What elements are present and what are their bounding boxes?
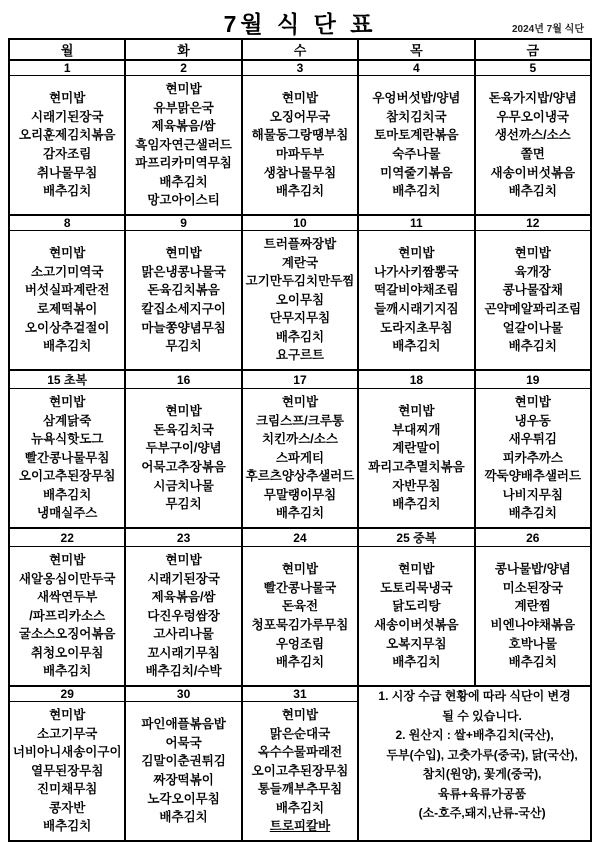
menu-cell (9, 231, 125, 371)
note-line: 두부(수입), 고춧가루(중국), 닭(국산), (386, 747, 578, 762)
meal-table-body (9, 60, 591, 841)
menu-item: 무말랭이무침 (263, 487, 337, 502)
menu-item: 오복지무침 (386, 636, 447, 651)
menu-item: 얼갈이나물 (502, 320, 563, 335)
date-cell: 1 (9, 60, 125, 76)
menu-item: 현미밥 (165, 404, 202, 419)
menu-item: 후르츠양상추샐러드 (245, 469, 355, 484)
page-subtitle: 2024년 7월 식단 (511, 24, 584, 35)
menu-item: 청포묵김가루무침 (251, 618, 349, 632)
menu-item: 현미밥 (281, 394, 319, 409)
menu-item: 육개장 (514, 264, 551, 279)
menu-item: 다진우렁쌈장 (147, 608, 220, 623)
date-row (9, 686, 591, 702)
date-cell: 16 (125, 370, 241, 389)
menu-cell (9, 389, 125, 529)
date-cell: 29 (9, 686, 125, 702)
menu-item: 배추김치 (508, 506, 557, 521)
menu-item: 배추김치 (43, 184, 92, 199)
menu-item: 현미밥 (514, 394, 551, 409)
menu-item: 나가사키짬뽕국 (374, 264, 459, 279)
menu-cell (9, 547, 125, 687)
menu-item: 치킨까스/소스 (262, 432, 338, 447)
menu-item: 우무오이냉국 (496, 109, 569, 124)
menu-item: 제육볶음/쌈 (151, 119, 216, 134)
date-cell: 8 (9, 215, 125, 231)
menu-item: 삼계닭죽 (43, 413, 92, 428)
menu-item: 배추김치 (43, 487, 92, 502)
date-cell: 18 (358, 370, 474, 389)
date-cell: 31 (242, 686, 358, 702)
date-cell: 24 (242, 528, 358, 547)
menu-item: 파프리카미역무침 (135, 156, 232, 171)
menu-cell (9, 76, 125, 216)
menu-item: 너비아니새송이구이 (12, 745, 122, 760)
menu-item: 현미밥 (398, 562, 435, 577)
menu-item: 무김치 (165, 339, 202, 354)
menu-item: 배추김치 (275, 184, 325, 199)
menu-item: 배추김치 (159, 174, 208, 189)
menu-item: 두부구이/양념 (145, 441, 222, 456)
menu-item: 배추김치 (392, 655, 441, 670)
menu-item: 짜장떡볶이 (153, 773, 214, 787)
menu-item: 계란말이 (392, 441, 441, 456)
date-cell: 10 (242, 215, 358, 231)
menu-item: 도라지초무침 (380, 320, 453, 335)
menu-item: 곤약메알꽈리조림 (484, 302, 582, 316)
menu-item: 오이고추된장무침 (251, 763, 349, 778)
menu-item: 고사리나물 (153, 627, 214, 642)
menu-item: 굴소스오징어볶음 (18, 627, 116, 642)
menu-item: 오이고추된장무침 (18, 469, 116, 484)
menu-cell (242, 76, 358, 216)
menu-cell (242, 702, 358, 842)
menu-item: 무김치 (165, 497, 202, 512)
menu-item: 감자조림 (43, 147, 92, 161)
menu-cell (358, 547, 474, 687)
menu-item: 현미밥 (281, 91, 319, 106)
day-header-mon: 월 (9, 39, 125, 60)
menu-item: 칼집소세지구이 (141, 302, 226, 316)
menu-item: 자반무침 (392, 478, 441, 493)
menu-item: 옥수수물파래전 (257, 745, 343, 760)
menu-item: 생선까스/소스 (494, 128, 571, 143)
date-cell: 15 초복 (9, 370, 125, 389)
menu-item: 취나물무침 (37, 165, 98, 180)
menu-item: 파인애플볶음밥 (141, 717, 226, 732)
menu-cell (125, 389, 241, 529)
menu-item: 배추김치 (392, 339, 441, 354)
menu-item: 깍둑양배추샐러드 (484, 469, 582, 484)
menu-item: 요구르트 (275, 348, 325, 363)
menu-item: 돈육가지밥/양념 (488, 91, 577, 106)
menu-item: 어묵고추장볶음 (141, 460, 226, 474)
menu-item: 소고기무국 (37, 726, 98, 741)
menu-item: 배추김치 (275, 329, 325, 344)
menu-item: 현미밥 (49, 552, 86, 567)
menu-item: 진미채무침 (37, 782, 98, 797)
menu-item: 떡갈비야채조림 (374, 283, 459, 298)
menu-item: 유부맑은국 (153, 100, 214, 115)
menu-item: 닭도리탕 (392, 599, 441, 614)
menu-item: 새싹연두부 (37, 590, 98, 605)
menu-item: 도토리묵냉국 (380, 580, 453, 595)
menu-item: 현미밥 (165, 81, 202, 96)
date-cell: 11 (358, 215, 474, 231)
menu-item: 우엉버섯밥/양념 (372, 91, 461, 106)
menu-item: 배추김치 (508, 339, 557, 354)
date-row (9, 528, 591, 547)
date-row (9, 215, 591, 231)
date-cell: 19 (475, 370, 591, 389)
menu-cell (475, 76, 591, 216)
menu-item: 시래기된장국 (147, 571, 220, 586)
menu-item: 비엔나야채볶음 (490, 618, 576, 632)
day-header-tue: 화 (125, 39, 241, 60)
menu-item: 해물동그랑땡부침 (251, 128, 349, 143)
menu-item: 크림스프/크루통 (255, 413, 344, 428)
date-cell: 17 (242, 370, 358, 389)
menu-item: 냉매실주스 (37, 506, 98, 521)
menu-item: 미소된장국 (502, 580, 563, 595)
menu-item: 콩나물밥/양념 (494, 562, 571, 577)
menu-item: 현미밥 (281, 707, 319, 722)
menu-cell (475, 231, 591, 371)
menu-item: 배추김치 (43, 339, 92, 354)
menu-item: 현미밥 (398, 404, 435, 419)
menu-item: 배추김치 (392, 184, 441, 199)
menu-item: 현미밥 (165, 246, 202, 261)
menu-item: 현미밥 (49, 246, 86, 261)
menu-item: 생참나물무침 (263, 165, 337, 180)
note-line: 참치(원양), 꽃게(중국), (422, 767, 542, 781)
menu-row (9, 389, 591, 529)
date-cell: 2 (125, 60, 241, 76)
menu-item: 뉴욕식핫도그 (30, 432, 104, 447)
menu-item: 새송이버섯볶음 (490, 165, 576, 180)
menu-item: 새우튀김 (508, 432, 557, 447)
menu-item: 김말이춘권튀김 (141, 754, 226, 769)
menu-item: 트러플짜장밥 (263, 236, 337, 251)
menu-item: 노각오이무침 (147, 791, 220, 806)
date-cell: 12 (475, 215, 591, 231)
menu-item: 배추김치 (43, 664, 92, 679)
menu-item: 새송이버섯볶음 (374, 618, 459, 632)
menu-row (9, 231, 591, 371)
menu-item: 현미밥 (49, 91, 86, 106)
menu-cell (475, 547, 591, 687)
menu-item: 돈육김치국 (153, 422, 214, 437)
menu-item: 숙주나물 (392, 147, 441, 161)
menu-cell (358, 76, 474, 216)
menu-item: 나비지무침 (502, 487, 563, 502)
day-header-thu: 목 (358, 39, 474, 60)
date-cell: 25 중복 (358, 528, 474, 547)
date-cell: 26 (475, 528, 591, 547)
date-cell: 23 (125, 528, 241, 547)
menu-item: 맑은순대국 (269, 726, 331, 741)
day-header-fri: 금 (475, 39, 591, 60)
menu-item: 오이무침 (275, 292, 325, 307)
menu-item: 고기만두김치만두찜 (245, 274, 355, 289)
menu-item: 계란국 (281, 255, 319, 270)
menu-item: 콩나물잡채 (502, 283, 563, 298)
menu-item: 취청오이무침 (30, 645, 104, 660)
menu-item: 토마토계란볶음 (374, 128, 459, 143)
note-line: 될 수 있습니다. (442, 708, 522, 723)
menu-item: 마파두부 (275, 147, 325, 161)
menu-item: 현미밥 (514, 246, 551, 261)
menu-item: 맑은냉콩나물국 (141, 264, 226, 279)
menu-row (9, 76, 591, 216)
menu-item: 통들깨부추무침 (257, 782, 343, 797)
date-row (9, 370, 591, 389)
menu-item: 트로피칼바 (269, 819, 331, 834)
meal-table (8, 38, 592, 842)
date-cell: 4 (358, 60, 474, 76)
menu-item: 시래기된장국 (30, 109, 104, 124)
menu-cell (125, 547, 241, 687)
menu-cell (125, 231, 241, 371)
note-line: 1. 시장 수급 현황에 따라 식단이 변경 (378, 689, 571, 703)
menu-item: 새알옹심이만두국 (18, 571, 116, 586)
menu-cell (358, 231, 474, 371)
menu-item: 배추김치/수박 (145, 664, 222, 679)
date-cell: 30 (125, 686, 241, 702)
menu-cell (242, 389, 358, 529)
menu-item: 시금치나물 (153, 478, 214, 493)
menu-item: 배추김치 (508, 184, 557, 199)
menu-cell (9, 702, 125, 842)
menu-item: 배추김치 (508, 655, 557, 670)
menu-row (9, 547, 591, 687)
date-cell: 9 (125, 215, 241, 231)
menu-item: 단무지무침 (269, 311, 331, 326)
menu-item: 흑임자연근샐러드 (135, 137, 232, 152)
menu-item: 배추김치 (43, 819, 92, 834)
day-header-wed: 수 (242, 39, 358, 60)
menu-item: 콩자반 (49, 800, 86, 815)
menu-item: 버섯실파계란전 (24, 283, 110, 298)
menu-item: 현미밥 (398, 246, 435, 261)
menu-item: 현미밥 (49, 394, 86, 409)
note-line: 육류+육류가공품 (438, 786, 527, 801)
menu-item: 현미밥 (49, 707, 86, 722)
menu-item: 배추김치 (275, 800, 325, 815)
menu-item: 제육볶음/쌈 (151, 590, 216, 605)
menu-cell (242, 547, 358, 687)
menu-item: 미역줄기볶음 (380, 165, 453, 180)
menu-item: 배추김치 (275, 506, 325, 521)
menu-item: 스파게티 (275, 450, 325, 465)
menu-item: 호박나물 (508, 636, 557, 651)
menu-item: 부대찌개 (392, 422, 441, 437)
menu-item: 피카추까스 (502, 450, 563, 465)
menu-item: 망고아이스티 (147, 193, 220, 208)
menu-item: 현미밥 (165, 552, 202, 567)
day-header-row (9, 39, 591, 60)
menu-item: 빨간콩나물무침 (24, 450, 110, 465)
menu-cell (475, 389, 591, 529)
menu-item: 로제떡볶이 (37, 302, 98, 316)
date-row (9, 60, 591, 76)
date-cell: 3 (242, 60, 358, 76)
menu-item: 마늘쫑양념무침 (141, 320, 226, 335)
menu-item: 빨간콩나물국 (263, 580, 337, 595)
meal-table-header (9, 39, 591, 60)
menu-item: 열무된장무침 (30, 763, 104, 778)
date-cell: 5 (475, 60, 591, 76)
menu-item: 돈육전 (281, 599, 319, 614)
note-line: 2. 원산지 : 쌀+배추김치(국산), (395, 728, 554, 742)
menu-item: 우엉조림 (275, 636, 325, 651)
menu-cell (358, 389, 474, 529)
menu-item: 꽈리고추멸치볶음 (368, 460, 465, 474)
menu-item: 냉우동 (514, 413, 551, 428)
menu-item: 배추김치 (392, 497, 441, 512)
menu-item: 배추김치 (275, 655, 325, 670)
menu-item: 어묵국 (165, 735, 202, 750)
menu-item: 오징어무국 (269, 109, 331, 124)
menu-cell (125, 76, 241, 216)
menu-item: /파프리카소스 (29, 608, 106, 623)
menu-item: 현미밥 (281, 562, 319, 577)
page-title: 7월 식 단 표 (223, 11, 377, 37)
note-line: (소-호주,돼지,난류-국산) (418, 806, 546, 820)
menu-item: 참치김치국 (386, 109, 447, 124)
notes-cell (358, 686, 591, 841)
menu-item: 오리훈제김치볶음 (18, 128, 116, 143)
menu-item: 소고기미역국 (30, 264, 104, 279)
menu-item: 계란찜 (514, 599, 551, 614)
menu-item: 돈육김치볶음 (147, 283, 220, 298)
menu-item: 오이상추겉절이 (24, 320, 110, 335)
menu-item: 쫄면 (520, 147, 545, 161)
menu-item: 들깨시래기지짐 (374, 302, 459, 316)
menu-item: 꼬시래기무침 (147, 645, 220, 660)
menu-item: 배추김치 (159, 810, 208, 825)
date-cell: 22 (9, 528, 125, 547)
menu-cell (125, 702, 241, 842)
menu-cell (242, 231, 358, 371)
